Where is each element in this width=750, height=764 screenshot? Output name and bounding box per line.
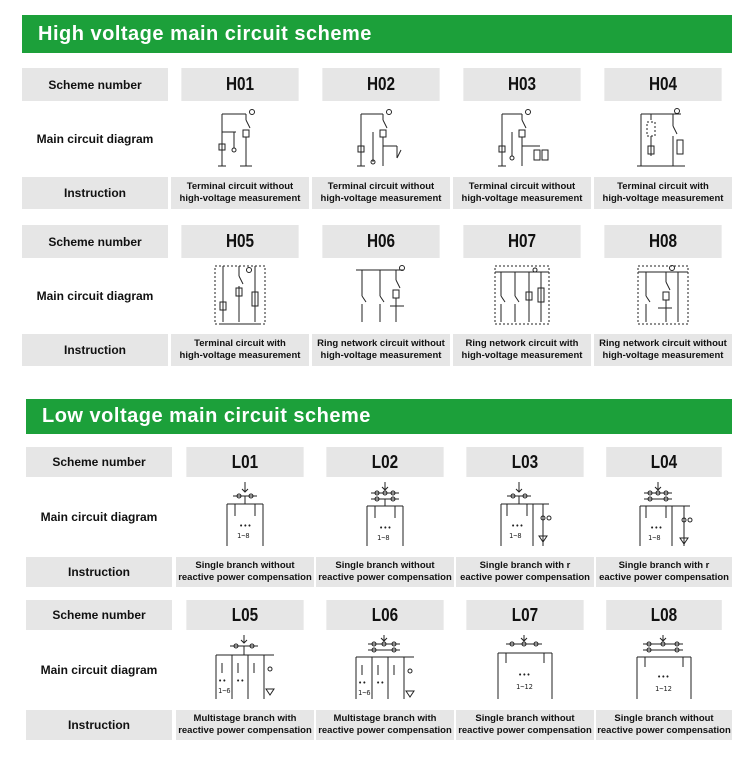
svg-text:•••: ••• bbox=[239, 522, 252, 530]
range-label: 1~12 bbox=[655, 685, 672, 693]
instruction-line: Terminal circuit without bbox=[327, 181, 435, 192]
h-branch-icon bbox=[351, 106, 411, 172]
range-label: 1~8 bbox=[648, 534, 661, 542]
instruction-H06 bbox=[312, 334, 450, 366]
circuit-diagram-H07 bbox=[453, 258, 591, 334]
instruction-line: Multistage branch with bbox=[193, 713, 297, 724]
instruction-line: high-voltage measurement bbox=[179, 193, 301, 204]
instruction-line: high-voltage measurement bbox=[602, 193, 724, 204]
low-voltage-title: Low voltage main circuit scheme bbox=[42, 405, 371, 427]
instruction-line: high-voltage measurement bbox=[320, 350, 442, 361]
range-label: 1~8 bbox=[377, 534, 390, 542]
high-voltage-table bbox=[22, 68, 732, 368]
scheme-code: L05 bbox=[186, 600, 303, 630]
scheme-code: H05 bbox=[181, 225, 298, 258]
scheme-code: L08 bbox=[606, 600, 722, 630]
svg-text:••: •• bbox=[236, 677, 245, 685]
instruction-line: high-voltage measurement bbox=[320, 193, 442, 204]
svg-text:•••: ••• bbox=[657, 673, 670, 681]
circuit-diagram-L08 bbox=[596, 630, 732, 710]
instruction-line: Terminal circuit with bbox=[194, 338, 286, 349]
scheme-code: L04 bbox=[606, 447, 722, 477]
instruction-line: Terminal circuit without bbox=[186, 181, 294, 192]
l-dual-icon bbox=[490, 633, 560, 707]
circuit-diagram-L01 bbox=[176, 477, 314, 557]
svg-text:•••: ••• bbox=[379, 524, 392, 532]
main-circuit-diagram-label: Main circuit diagram bbox=[40, 663, 158, 677]
svg-text:••: •• bbox=[218, 677, 227, 685]
instruction-H03 bbox=[453, 177, 591, 209]
h-ring-box-icon bbox=[632, 262, 694, 330]
instruction-H07 bbox=[453, 334, 591, 366]
range-label: 1~8 bbox=[509, 532, 522, 540]
instruction-line: high-voltage measurement bbox=[461, 193, 583, 204]
instruction-line: Single branch without bbox=[614, 713, 714, 724]
instruction-line: Multistage branch with bbox=[333, 713, 437, 724]
instruction-line: reactive power compensation bbox=[458, 725, 592, 736]
svg-text:•••: ••• bbox=[518, 671, 531, 679]
instruction-line: Single branch without bbox=[475, 713, 575, 724]
scheme-code: L07 bbox=[466, 600, 583, 630]
range-label: 1~6 bbox=[358, 689, 371, 697]
main-circuit-diagram-label: Main circuit diagram bbox=[36, 289, 154, 303]
instruction-line: eactive power compensation bbox=[599, 572, 729, 583]
instruction-line: Single branch without bbox=[335, 560, 435, 571]
scheme-code: H06 bbox=[322, 225, 439, 258]
range-label: 1~8 bbox=[237, 532, 250, 540]
instruction-line: reactive power compensation bbox=[318, 725, 452, 736]
svg-text:•••: ••• bbox=[650, 524, 663, 532]
h-ring-icon bbox=[350, 262, 412, 330]
scheme-code: L06 bbox=[326, 600, 443, 630]
instruction-line: Ring network circuit with bbox=[465, 338, 579, 349]
instruction-L02 bbox=[316, 557, 454, 587]
l-single-comp-icon bbox=[493, 480, 557, 554]
instruction-L01 bbox=[176, 557, 314, 587]
scheme-code: L03 bbox=[466, 447, 583, 477]
instruction-label: Instruction bbox=[22, 334, 168, 366]
instruction-line: reactive power compensation bbox=[178, 725, 312, 736]
svg-text:••: •• bbox=[376, 679, 385, 687]
instruction-label: Instruction bbox=[26, 710, 172, 740]
svg-text:••: •• bbox=[358, 679, 367, 687]
high-voltage-title: High voltage main circuit scheme bbox=[38, 22, 372, 45]
instruction-L05 bbox=[176, 710, 314, 740]
instruction-line: high-voltage measurement bbox=[461, 350, 583, 361]
instruction-line: reactive power compensation bbox=[318, 572, 452, 583]
instruction-L08 bbox=[596, 710, 732, 740]
instruction-line: high-voltage measurement bbox=[602, 350, 724, 361]
scheme-code: H07 bbox=[463, 225, 580, 258]
scheme-code: H04 bbox=[604, 68, 721, 101]
instruction-H08 bbox=[594, 334, 732, 366]
scheme-code: H03 bbox=[463, 68, 580, 101]
svg-text:•••: ••• bbox=[511, 522, 524, 530]
scheme-code: L01 bbox=[186, 447, 303, 477]
scheme-code: H08 bbox=[604, 225, 721, 258]
circuit-diagram-L03 bbox=[456, 477, 594, 557]
scheme-number-label: Scheme number bbox=[22, 68, 168, 101]
circuit-diagram-H05 bbox=[171, 258, 309, 334]
h-ring-measure-icon bbox=[491, 262, 553, 330]
instruction-line: reactive power compensation bbox=[178, 572, 312, 583]
instruction-line: Terminal circuit with bbox=[617, 181, 709, 192]
instruction-label: Instruction bbox=[26, 557, 172, 587]
h-basic-icon bbox=[210, 106, 270, 172]
main-circuit-diagram-label: Main circuit diagram bbox=[40, 510, 158, 524]
instruction-H05 bbox=[171, 334, 309, 366]
scheme-code: H02 bbox=[322, 68, 439, 101]
circuit-diagram-H04 bbox=[594, 101, 732, 177]
instruction-line: Terminal circuit without bbox=[468, 181, 576, 192]
instruction-line: Ring network circuit without bbox=[599, 338, 727, 349]
range-label: 1~6 bbox=[218, 687, 231, 695]
instruction-line: high-voltage measurement bbox=[179, 350, 301, 361]
h-branch-ct-icon bbox=[492, 106, 552, 172]
h-measure-box-icon bbox=[209, 262, 271, 330]
circuit-diagram-L04 bbox=[596, 477, 732, 557]
l-multi-meter-icon bbox=[350, 633, 420, 707]
instruction-H01 bbox=[171, 177, 309, 209]
circuit-diagram-L07 bbox=[456, 630, 594, 710]
instruction-line: reactive power compensation bbox=[597, 725, 731, 736]
instruction-label: Instruction bbox=[22, 177, 168, 209]
low-voltage-table bbox=[26, 447, 736, 747]
circuit-diagram-L02 bbox=[316, 477, 454, 557]
l-single-meter-icon bbox=[355, 480, 415, 554]
l-multi-icon bbox=[210, 633, 280, 707]
instruction-H02 bbox=[312, 177, 450, 209]
scheme-number-label: Scheme number bbox=[26, 447, 172, 477]
circuit-diagram-H08 bbox=[594, 258, 732, 334]
h-measure-icon bbox=[633, 106, 693, 172]
instruction-L04 bbox=[596, 557, 732, 587]
main-circuit-diagram-label: Main circuit diagram bbox=[36, 132, 154, 146]
l-dual-meter-icon bbox=[629, 633, 699, 707]
circuit-diagram-H06 bbox=[312, 258, 450, 334]
low-voltage-banner bbox=[26, 399, 732, 434]
circuit-diagram-H01 bbox=[171, 101, 309, 177]
instruction-L03 bbox=[456, 557, 594, 587]
range-label: 1~12 bbox=[516, 683, 533, 691]
instruction-L06 bbox=[316, 710, 454, 740]
scheme-code: L02 bbox=[326, 447, 443, 477]
scheme-number-label: Scheme number bbox=[22, 225, 168, 258]
instruction-line: eactive power compensation bbox=[460, 572, 590, 583]
high-voltage-banner bbox=[22, 15, 732, 53]
circuit-diagram-L05 bbox=[176, 630, 314, 710]
l-single-icon bbox=[215, 480, 275, 554]
instruction-line: Single branch with r bbox=[479, 560, 571, 571]
scheme-code: H01 bbox=[181, 68, 298, 101]
instruction-H04 bbox=[594, 177, 732, 209]
instruction-line: Ring network circuit without bbox=[317, 338, 445, 349]
instruction-line: Single branch without bbox=[195, 560, 295, 571]
scheme-number-label: Scheme number bbox=[26, 600, 172, 630]
l-single-comp-meter-icon bbox=[632, 480, 696, 554]
instruction-L07 bbox=[456, 710, 594, 740]
circuit-diagram-H02 bbox=[312, 101, 450, 177]
circuit-diagram-L06 bbox=[316, 630, 454, 710]
circuit-diagram-H03 bbox=[453, 101, 591, 177]
instruction-line: Single branch with r bbox=[618, 560, 710, 571]
